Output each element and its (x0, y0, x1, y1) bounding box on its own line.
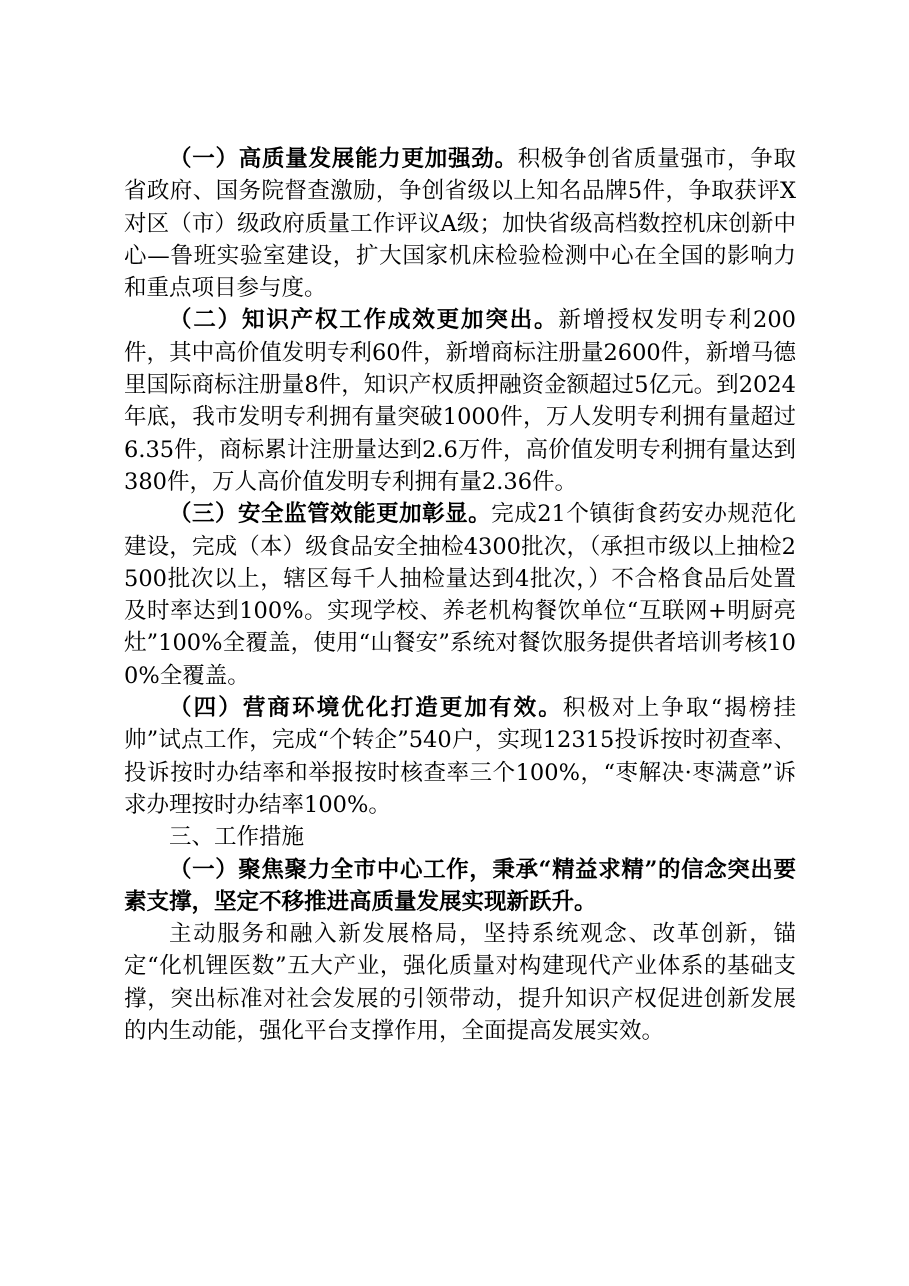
goal-paragraph-ip (124, 304, 796, 498)
goal-paragraph-business (124, 692, 796, 821)
paragraph-body: 新增授权发明专利200件，其中高价值发明专利60件，新增商标注册量2600件，新增马德里国际商标注册量8件，知识产权质押融资金额超过5亿元。到2024年底，我市发明专利拥有量突破1000件，万人发明专利拥有量超过6.35件，商标累计注册量达到2.6万件，高价值发明专利拥有量达到380件，万人高价值发明专利拥有量2.36件。 (124, 307, 796, 495)
measure-heading: （一）聚焦聚力全市中心工作，秉承“精益求精”的信念突出要素支撑，坚定不移推进高质量发展实现新跃升。 (124, 856, 796, 915)
paragraph-body: 积极对上争取“揭榜挂帅”试点工作，完成“个转企”540户，实现12315投诉按时初查率、投诉按时办结率和举报按时核查率三个100%，“枣解决·枣满意”诉求办理按时办结率100%。 (124, 695, 796, 818)
section-heading: 三、工作措施 (169, 824, 305, 851)
paragraph-lead: （三）安全监管效能更加彰显。 (169, 501, 492, 528)
paragraph-lead: （四）营商环境优化打造更加有效。 (169, 695, 563, 722)
paragraph-lead: （一）高质量发展能力更加强劲。 (169, 146, 518, 172)
paragraph-body: 积极争创省质量强市，争取省政府、国务院督查激励，争创省级以上知名品牌5件，争取获评X对区（市）级政府质量工作评议A级；加快省级高档数控机床创新中心—鲁班实验室建设，扩大国家机床检验检测中心在全国的影响力和重点项目参与度。 (124, 146, 796, 302)
paragraph-body: 完成21个镇街食药安办规范化建设，完成（本）级食品安全抽检4300批次，（承担市级以上抽检2500批次以上，辖区每千人抽检量达到4批次，）不合格食品后处置及时率达到100%。实现学校、养老机构餐饮单位“互联网+明厨亮灶”100%全覆盖，使用“山餐安”系统对餐饮服务提供者培训考核100%全覆盖。 (124, 501, 796, 689)
document-body (124, 143, 796, 1047)
paragraph-lead: （二）知识产权工作成效更加突出。 (169, 307, 559, 334)
measure-paragraph: 主动服务和融入新发展格局，坚持系统观念、改革创新，锚定“化机锂医数”五大产业，强化质量对构建现代产业体系的基础支撑，突出标准对社会发展的引领带动，提升知识产权促进创新发展的内生动能，强化平台支撑作用，全面提高发展实效。 (124, 921, 796, 1045)
goal-paragraph-quality (124, 143, 796, 304)
goal-paragraph-safety (124, 498, 796, 692)
